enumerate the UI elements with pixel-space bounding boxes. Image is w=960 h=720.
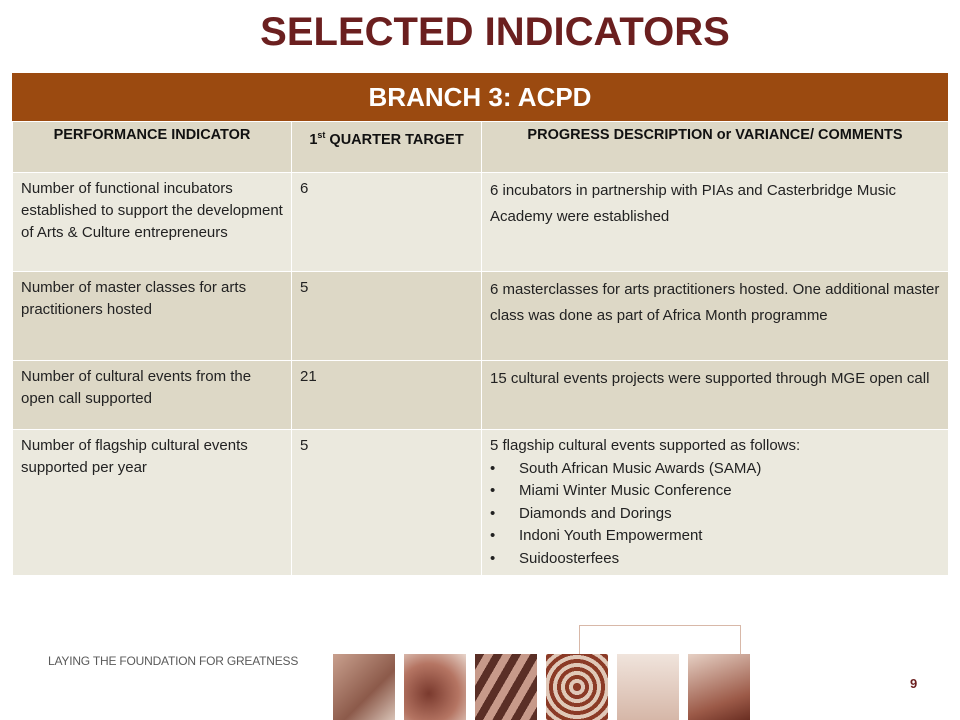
list-item — [490, 458, 940, 481]
indicators-table — [12, 121, 949, 576]
progress-cell — [482, 430, 949, 576]
header-progress-description: PROGRESS DESCRIPTION or VARIANCE/ COMMENTS — [482, 122, 949, 173]
indicator-cell: Number of cultural events from the open call supported — [13, 361, 292, 430]
list-item — [490, 503, 940, 526]
bullet: • — [490, 482, 496, 499]
indicator-cell: Number of flagship cultural events supported per year — [13, 430, 292, 576]
progress-cell: 6 masterclasses for arts practitioners hosted. One additional master class was done as part of Africa Month programme — [482, 272, 949, 361]
list-item-text: Miami Winter Music Conference — [519, 482, 732, 499]
target-cell: 6 — [292, 173, 482, 272]
list-item-text: South African Music Awards (SAMA) — [519, 459, 762, 477]
saxophone-photo — [688, 654, 750, 720]
flagship-events-list — [490, 458, 940, 571]
footer-tagline: LAYING THE FOUNDATION FOR GREATNESS — [48, 654, 299, 668]
page-number: 9 — [910, 676, 918, 691]
table-row — [13, 173, 949, 272]
table-header-row — [13, 122, 949, 173]
table-row — [13, 361, 949, 430]
beadwork-photo — [546, 654, 608, 720]
list-item-text: Diamonds and Dorings — [519, 504, 672, 522]
list-item — [490, 480, 940, 503]
film-strip-photo — [475, 654, 537, 720]
indicator-cell: Number of functional incubators established to support the development of Arts & Culture entrepreneurs — [13, 173, 292, 272]
list-item — [490, 548, 940, 571]
progress-intro: 5 flagship cultural events supported as follows: — [490, 437, 801, 454]
hands-photo — [333, 654, 395, 720]
target-cell: 5 — [292, 430, 482, 576]
list-item-text: Suidoosterfees — [519, 549, 620, 567]
header-performance-indicator: PERFORMANCE INDICATOR — [13, 122, 292, 173]
bullet: • — [490, 459, 496, 477]
bullet: • — [490, 527, 496, 544]
bullet: • — [490, 504, 496, 522]
header-target-label: QUARTER TARGET — [325, 131, 464, 148]
target-cell: 21 — [292, 361, 482, 430]
list-item-text: Indoni Youth Empowerment — [519, 527, 703, 544]
list-item — [490, 525, 940, 548]
slide-title: SELECTED INDICATORS — [260, 10, 730, 54]
table-row — [13, 430, 949, 576]
header-target-number: 1 — [309, 131, 318, 148]
progress-cell: 15 cultural events projects were supported through MGE open call — [482, 361, 949, 430]
dancers-photo — [404, 654, 466, 720]
bullet: • — [490, 549, 496, 567]
target-cell: 5 — [292, 272, 482, 361]
indicator-cell: Number of master classes for arts practitioners hosted — [13, 272, 292, 361]
header-quarter-target — [292, 122, 482, 173]
header-target-superscript: st — [317, 130, 326, 140]
branch-header: BRANCH 3: ACPD — [12, 73, 948, 121]
ballet-shoe-photo — [617, 654, 679, 720]
progress-cell: 6 incubators in partnership with PIAs and Casterbridge Music Academy were established — [482, 173, 949, 272]
table-row — [13, 272, 949, 361]
